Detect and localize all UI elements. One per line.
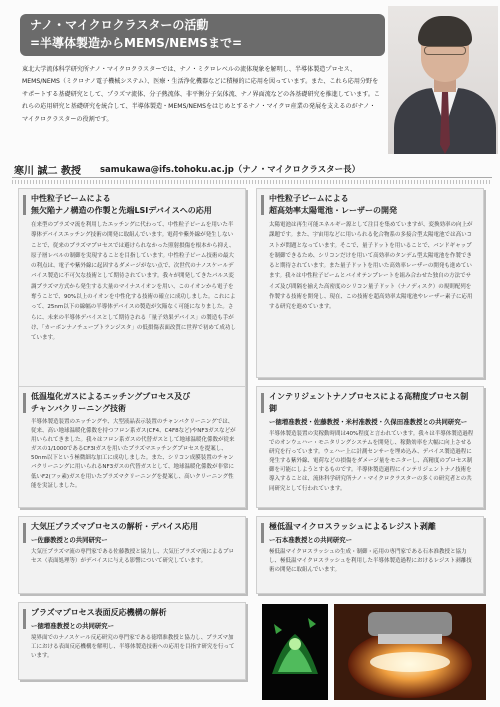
section-body: 太陽電池は再生可能エネルギー源として注目を集めていますが、変換効率の向上が課題です。また、宇宙用などに用いられる化合物系の多接合型太陽電池では高いコストが問題となっています。そこで、量子ドットを用いることで、バンドギャップを制御できるため、シリコンだけを用いて高効率のタンデム型太陽電池を作製できると期待されています。また量子ドットを用いた高効率レーザーの開発も進めています。我々は中性粒子ビームとバイオテンプレートを組み合わせた独自の方法でサイズ及び間隔を揃えた高密度のシリコン量子ドット（ナノディスク）の規則配列を作製する技術を開発し、現在、この技術を超高効率太陽電池やレーザー素子に応用する研究を進めています。 [269, 222, 473, 311]
divider [12, 180, 492, 184]
title-line-1: ナノ・マイクロクラスターの活動 [30, 18, 209, 32]
section-title: プラズマプロセス表面反応機構の解析 [19, 603, 245, 619]
name-bar [12, 160, 492, 178]
section-low-gwp-etching [18, 386, 246, 508]
section-plasma-surface-reaction [18, 602, 246, 680]
section-atmospheric-plasma [18, 516, 246, 594]
section-body: 半導体製造装置の実稼動時間は40%程度と言われています。我々は半導体製造過程でのオンウェハー・モニタリングシステムを開発し、稼動効率を大幅に向上させる研究を行っています。ウェハー上に計測センサーを埋め込み、デバイス製造過程に発生する紫外線、電荷などの損傷をダメージ量をモニターし、高精度のプロセス制御を可能にしようとするものです。半導体製造過程にインテリジェントナノ技術を導入することは、流体科学研究所ナノ・マイクロクラスターの多くの研究者との共同研究として行われています。 [269, 431, 474, 492]
section-micro-slush [256, 516, 484, 594]
title-line-2: =半導体製造からMEMS/NEMSまで= [30, 36, 243, 50]
section-title: 極低温マイクロスラッシュによるレジスト剥離 [257, 517, 483, 533]
section-body: 大気圧プラズマ流の専門家である佐藤教授と協力し、大気圧プラズマ流によるプロセス（表面処理等）がデバイスに与える影響について研究しています。 [31, 549, 234, 565]
section-body: 半導体製造装置のエッチングや、大型液晶表示装置のチャンバクリーニングでは、従来、高い地球温暖化係数を持つフロン系ガス(CF4、C4F8など)やNF3ガスなどが用いられてきました。我々はフロン系ガスの代替ガスとして地球温暖化係数が従来ガスの1/1000であるCF3Iガスを用いたプラズマエッチングプロセスを提案し、50nm以下という極微細な加工に成功しました。また、シリコン成膜装置のチャンバクリーニングに用いられるNF3ガスの代替ガスとして、地球温暖化係数が非常に低いF2(フッ素)ガスを用いたプラズマクリーニングを提案し、高いクリーニング性能を実証しました。 [31, 419, 236, 489]
section-title: 低温塩化ガスによるエッチングプロセス及び チャンバクリーニング技術 [19, 387, 245, 415]
person-name: 寒川 誠二 教授 [14, 166, 81, 177]
portrait-photo [388, 6, 498, 154]
page-title [20, 14, 385, 56]
section-neutral-beam-solar [256, 188, 484, 378]
section-subtitle: ー徳増准教授・佐藤教授・米村准教授・久保田准教授との共同研究ー [269, 418, 468, 426]
section-title: インテリジェントナノプロセスによる高精度プロセス制御 [257, 387, 483, 415]
section-body: 極低温マイクロスラッシュの生成・制御・応用の専門家である石本准教授と協力し、極低温マイクロスラッシュを利用した半導体製造過程におけるレジスト剥離技術の開発に取組んでいます。 [269, 549, 472, 574]
section-intelligent-nano-process [256, 386, 484, 508]
section-body: 在来型のプラズマ流を利用したエッチングに代わって、中性粒子ビームを用いた半導体デバイスエッチング技術の開発に取組んでいます。電荷や紫外線が発生しないことで、従来のプラズマプロセスでは避けられなかった照射損傷を根本から抑え、原子層レベルの制御を実現することを目指しています。中性粒子ビーム技術の最大の利点は、電子や紫外線に起因するダメージがない点で、次世代のナノスケールデバイス製造に不可欠な技術として期待されています。我々が開発してきたパルス変調プラズマ方式から発生する大量のマイナスイオンを用い、このイオンから電子を奪うことで、90%以上のイオンを中性化する技術の確立に成功しました。これによって、25nm以下の線幅の半導体デバイスの製造が欠陥なく可能になりました。さらに、未来の半導体デバイスとして期待される「量子効果デバイス」の製造も手がけ、「カーボンナノチューブトランジスタ」の低損傷表面改質に世界で初めて成功しています。 [31, 222, 236, 342]
section-subtitle: ー徳増准教授との共同研究ー [31, 622, 115, 630]
section-title: 中性粒子ビームによる 超高効率太陽電池・レーザーの開発 [257, 189, 483, 217]
section-title: 中性粒子ビームによる 無欠陥ナノ構造の作製と先端LSIデバイスへの応用 [19, 189, 245, 217]
person-email: samukawa@ifs.tohoku.ac.jp（ナノ・マイクロクラスター長） [100, 165, 361, 175]
section-body: 境界面でのナノスケール反応研究の専門家である徳増准教授と協力し、プラズマ加工における表面反応機構を解明し、半導体製造技術への応用を目指す研究を行っています。 [31, 635, 235, 660]
simulation-image [262, 604, 328, 700]
intro-paragraph: 東北大学流体科学研究所ナノ・マイクロクラスターでは、ナノ・ミクロレベルの流体現象を解明し、半導体製造プロセス、MEMS/NEMS（ミクロナノ電子機械システム）、医療・生活浄化機器などに積極的に応用を図っています。また、これら応用分野をサポートする基礎研究として、プラズマ流体、分子熱流体、非平衡分子気体流、ナノ界面流などの各基礎研究を推進しています。これらの応用研究と基礎研究を統合して、半導体製造・MEMS/NEMSをはじめとするナノ・マイクロ産業の発展を支えるのがナノ・マイクロクラスターの役割です。 [22, 66, 381, 123]
section-title: 大気圧プラズマプロセスの解析・デバイス応用 [19, 517, 245, 533]
section-subtitle: ー佐藤教授との共同研究ー [31, 536, 108, 544]
section-subtitle: ー石本准教授との共同研究ー [269, 536, 353, 544]
plasma-chamber-photo [334, 604, 486, 700]
